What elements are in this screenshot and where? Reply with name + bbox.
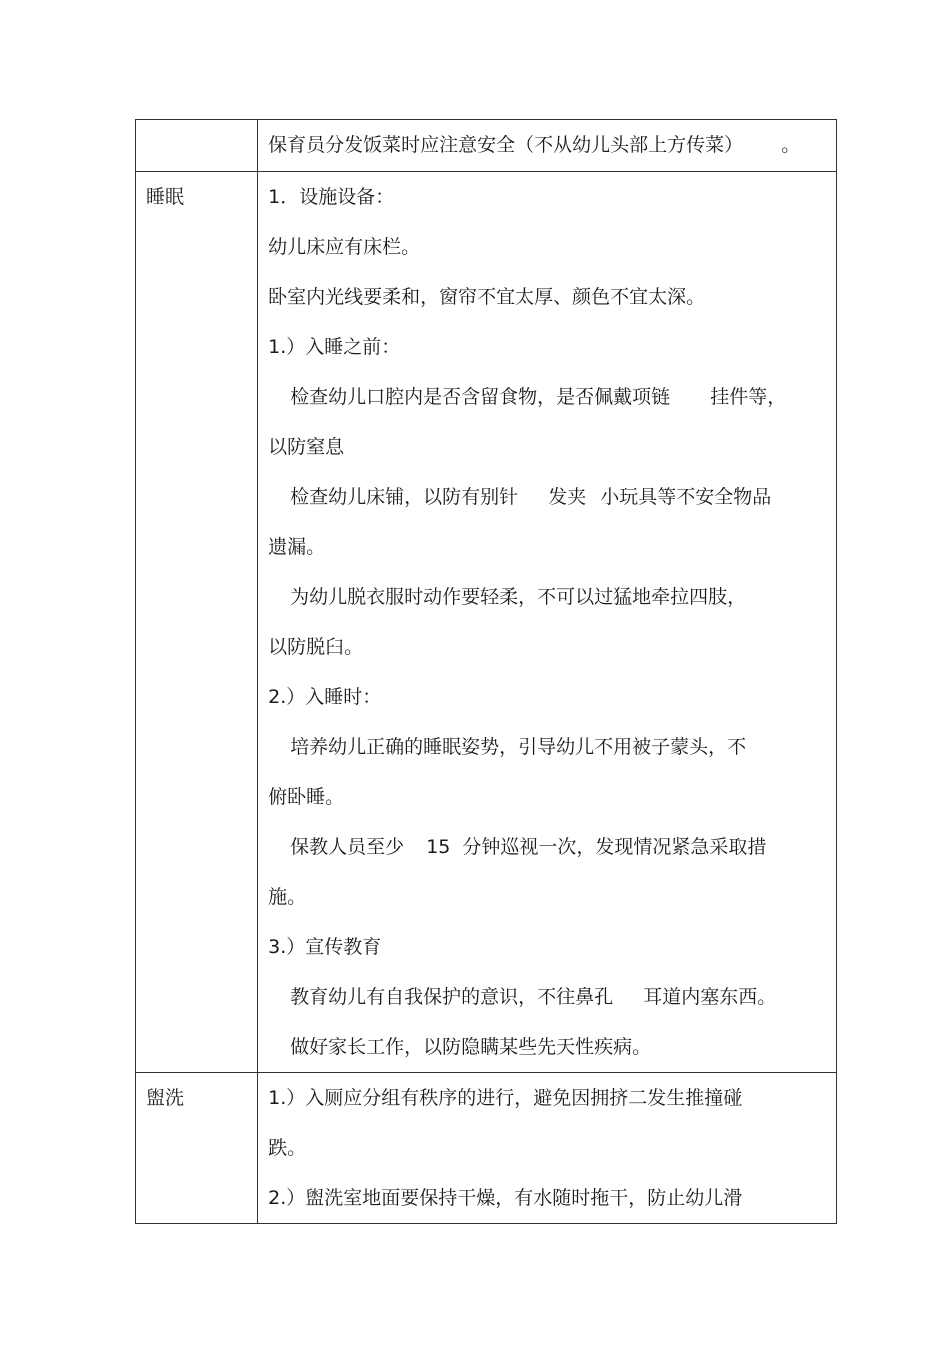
content-line <box>258 422 836 472</box>
content-line <box>258 172 836 222</box>
content-line <box>258 922 836 972</box>
content-line <box>258 672 836 722</box>
text-segment: 俯卧睡。 <box>268 786 345 808</box>
category-label <box>136 120 257 170</box>
text-segment: 培养幼儿正确的睡眠姿势，引导幼儿不用被子蒙头，不 <box>290 736 747 758</box>
content-line <box>258 1073 836 1123</box>
text-segment: 2.）入睡时： <box>268 686 382 708</box>
text-segment: 检查幼儿口腔内是否含留食物，是否佩戴项链 <box>290 386 671 408</box>
text-segment: 检查幼儿床铺，以防有别针 <box>290 486 519 508</box>
text-segment: 分钟巡视一次，发现情况紧急采取措 <box>462 836 767 858</box>
text-segment: 发夹 <box>548 486 587 508</box>
text-segment: 1．设施设备： <box>268 186 395 208</box>
table-row-meals <box>136 120 837 172</box>
category-cell <box>136 1073 258 1224</box>
content-line <box>258 322 836 372</box>
content-line <box>258 120 836 171</box>
table-row-sleep <box>136 172 837 1073</box>
safety-table <box>135 119 837 1224</box>
content-cell <box>258 120 837 172</box>
text-segment: 保育员分发饭菜时应注意安全（不从幼儿头部上方传菜） <box>268 134 744 156</box>
text-segment: 挂件等， <box>710 386 787 408</box>
text-segment: 跌。 <box>268 1137 307 1159</box>
content-line <box>258 222 836 272</box>
content-line <box>258 622 836 672</box>
content-line <box>258 772 836 822</box>
category-cell <box>136 120 258 172</box>
content-line <box>258 472 836 522</box>
text-segment: 。 <box>781 134 801 156</box>
content-cell <box>258 1073 837 1224</box>
content-line <box>258 572 836 622</box>
text-segment: 以防脱臼。 <box>268 636 364 658</box>
text-segment: 教育幼儿有自我保护的意识，不往鼻孔 <box>290 986 614 1008</box>
text-segment: 15 <box>426 836 451 858</box>
text-segment: 3.）宣传教育 <box>268 936 382 958</box>
text-segment: 卧室内光线要柔和，窗帘不宜太厚、颜色不宜太深。 <box>268 286 706 308</box>
text-segment: 1.）入睡之前： <box>268 336 401 358</box>
category-label: 盥洗 <box>146 1087 185 1109</box>
category-cell <box>136 172 258 1073</box>
content-line <box>258 822 836 872</box>
text-segment: 保教人员至少 <box>290 836 405 858</box>
content-line <box>258 272 836 322</box>
content-line <box>258 872 836 922</box>
content-line <box>258 372 836 422</box>
text-segment: 1.）入厕应分组有秩序的进行，避免因拥挤二发生推撞碰 <box>268 1087 743 1109</box>
text-segment: 幼儿床应有床栏。 <box>268 236 421 258</box>
text-segment: 以防窒息 <box>268 436 345 458</box>
content-line <box>258 1123 836 1173</box>
content-line <box>258 722 836 772</box>
text-segment: 耳道内塞东西。 <box>643 986 777 1008</box>
text-segment: 遗漏。 <box>268 536 326 558</box>
content-line <box>258 1173 836 1223</box>
text-segment: 做好家长工作，以防隐瞒某些先天性疾病。 <box>290 1036 652 1058</box>
content-line <box>258 522 836 572</box>
content-cell <box>258 172 837 1073</box>
text-segment: 为幼儿脱衣服时动作要轻柔，不可以过猛地牵拉四肢， <box>290 586 747 608</box>
content-line <box>258 1022 836 1072</box>
text-segment: 施。 <box>268 886 307 908</box>
table-row-washing <box>136 1073 837 1224</box>
category-label: 睡眠 <box>146 186 185 208</box>
content-line <box>258 972 836 1022</box>
text-segment: 2.）盥洗室地面要保持干燥，有水随时拖干，防止幼儿滑 <box>268 1187 743 1209</box>
text-segment: 小玩具等不安全物品 <box>600 486 772 508</box>
